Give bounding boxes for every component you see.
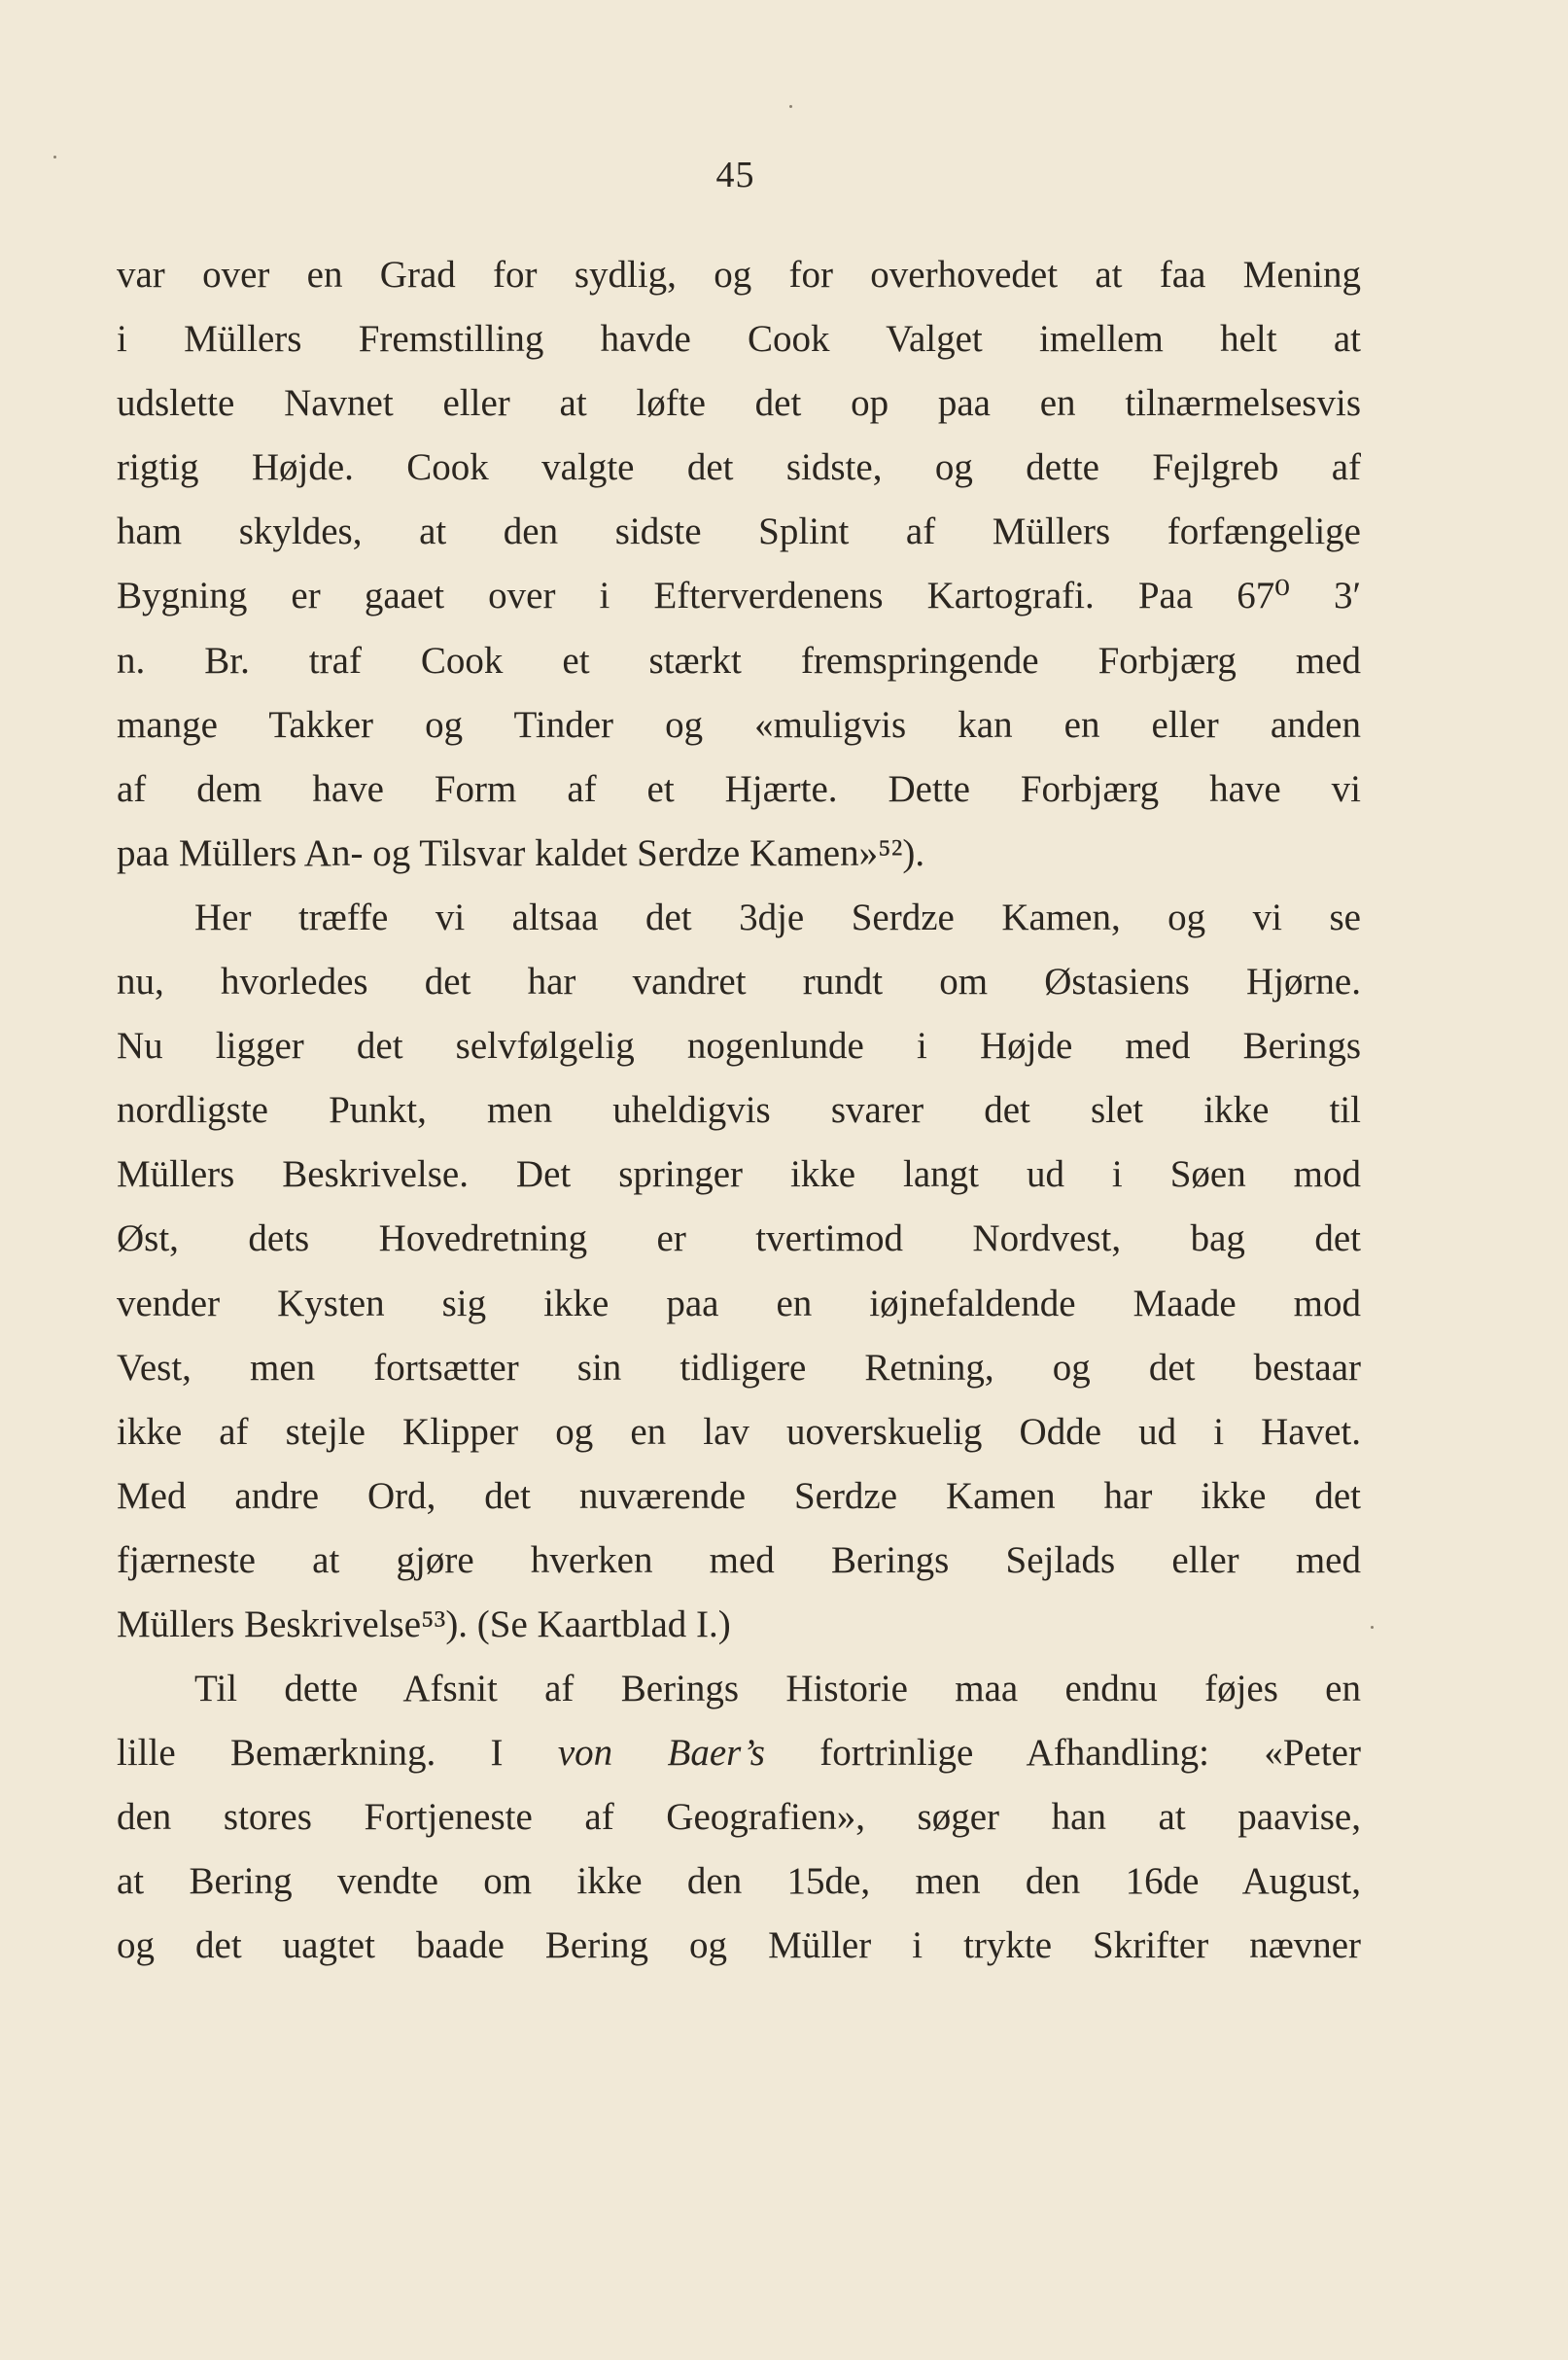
text-line: nu, hvorledes det har vandret rundt om Østasiens Hjørne. — [117, 961, 1361, 1004]
text-line: vender Kysten sig ikke paa en iøjnefaldende Maade mod — [117, 1282, 1361, 1324]
body-text — [117, 243, 1361, 1979]
text-line: ikke af stejle Klipper og en lav uoverskuelig Odde ud i Havet. — [117, 1410, 1361, 1453]
text-segment: lille Bemærkning. I — [117, 1732, 558, 1775]
text-line: mange Takker og Tinder og «muligvis kan en eller anden — [117, 703, 1361, 746]
text-line: fjærneste at gjøre hverken med Berings Sejlads eller med — [117, 1538, 1361, 1581]
text-line: paa Müllers An- og Tilsvar kaldet Serdze Kamen»⁵²). — [117, 831, 925, 874]
text-line: nordligste Punkt, men uheldigvis svarer det slet ikke til — [117, 1089, 1361, 1132]
text-line-with-italic — [117, 1721, 1361, 1785]
text-line: og det uagtet baade Bering og Müller i trykte Skrifter nævner — [117, 1924, 1361, 1967]
page-number: 45 — [715, 155, 755, 195]
text-line: i Müllers Fremstilling havde Cook Valget imellem helt at — [117, 318, 1361, 361]
text-line: udslette Navnet eller at løfte det op paa en tilnærmelsesvis — [117, 382, 1361, 425]
text-line: at Bering vendte om ikke den 15de, men den 16de August, — [117, 1860, 1361, 1903]
text-line: rigtig Højde. Cook valgte det sidste, og dette Fejlgreb af — [117, 446, 1361, 489]
text-line: Müllers Beskrivelse⁵³). (Se Kaartblad I.) — [117, 1603, 731, 1645]
text-line: Øst, dets Hovedretning er tvertimod Nordvest, bag det — [117, 1217, 1361, 1260]
paper-speck — [1371, 1626, 1374, 1629]
paper-speck — [789, 105, 792, 108]
text-line: af dem have Form af et Hjærte. Dette Forbjærg have vi — [117, 767, 1361, 810]
text-line: Bygning er gaaet over i Efterverdenens Kartografi. Paa 67⁰ 3′ — [117, 575, 1361, 617]
paragraph-start-line: Til dette Afsnit af Berings Historie maa endnu føjes en — [194, 1668, 1361, 1710]
text-line: Med andre Ord, det nuværende Serdze Kamen har ikke det — [117, 1474, 1361, 1517]
text-line: Müllers Beskrivelse. Det springer ikke langt ud i Søen mod — [117, 1153, 1361, 1196]
text-line: n. Br. traf Cook et stærkt fremspringende Forbjærg med — [117, 639, 1361, 682]
text-line: ham skyldes, at den sidste Splint af Müllers forfængelige — [117, 511, 1361, 553]
paper-speck — [53, 156, 56, 159]
italic-author-name: von Baer’s — [557, 1732, 765, 1775]
text-segment: fortrinlige Afhandling: «Peter — [764, 1732, 1361, 1775]
text-line: Nu ligger det selvfølgelig nogenlunde i Højde med Berings — [117, 1025, 1361, 1068]
text-line: Vest, men fortsætter sin tidligere Retning, og det bestaar — [117, 1346, 1361, 1389]
text-line: var over en Grad for sydlig, og for overhovedet at faa Mening — [117, 254, 1361, 296]
paragraph-start-line: Her træffe vi altsaa det 3dje Serdze Kamen, og vi se — [194, 896, 1361, 938]
text-line: den stores Fortjeneste af Geografien», søger han at paavise, — [117, 1796, 1361, 1839]
